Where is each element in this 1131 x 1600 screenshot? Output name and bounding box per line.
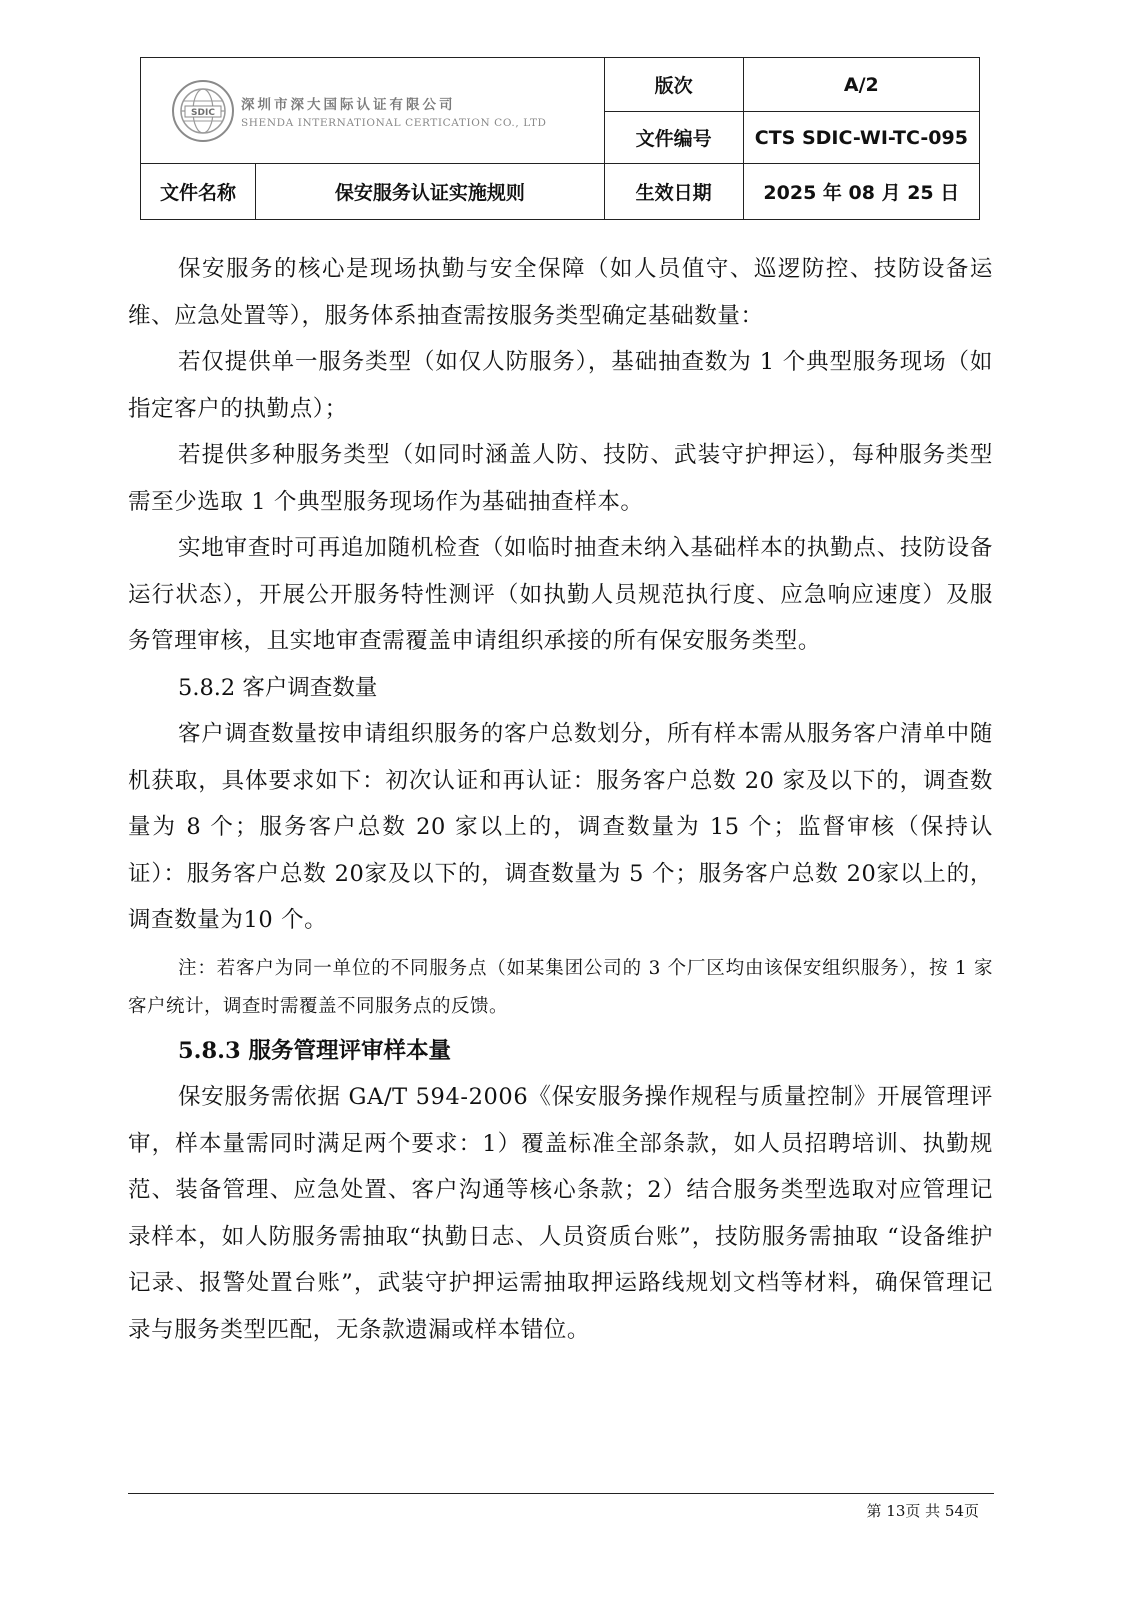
paragraph-customer-survey: 客户调查数量按申请组织服务的客户总数划分，所有样本需从服务客户清单中随机获取，具体要求如下：初次认证和再认证：服务客户总数 20 家及以下的，调查数量为 8 个；服务客户总数 20 家以上的，调查数量为 15 个；监督审核（保持认证）：服务客户总数 20家及以下的，调查数量为 5 个；服务客户总数 20家以上的，调查数量为10 个。 [128, 721, 993, 933]
paragraph-onsite-review: 实地审查时可再追加随机检查（如临时抽查未纳入基础样本的执勤点、技防设备运行状态），开展公开服务特性测评（如执勤人员规范执行度、应急响应速度）及服务管理审核，且实地审查需覆盖申请组织承接的所有保安服务类型。 [128, 535, 993, 654]
paragraph-core-of-service: 保安服务的核心是现场执勤与安全保障（如人员值守、巡逻防控、技防设备运维、应急处置等），服务体系抽查需按服务类型确定基础数量： [128, 256, 993, 329]
doc-no-value: CTS SDIC-WI-TC-095 [743, 112, 979, 164]
paragraph-single-service-type: 若仅提供单一服务类型（如仅人防服务），基础抽查数为 1 个典型服务现场（如指定客户的执勤点）； [128, 349, 993, 422]
company-logo-cell [141, 58, 605, 164]
company-name-cn: 深圳市深大国际认证有限公司 [241, 96, 456, 113]
footer-divider [128, 1493, 994, 1494]
effective-date-value: 2025 年 08 月 25 日 [743, 164, 979, 220]
paragraph-multiple-service-types: 若提供多种服务类型（如同时涵盖人防、技防、武装守护押运），每种服务类型需至少选取 1 个典型服务现场作为基础抽查样本。 [128, 442, 993, 515]
page-number: 第 13页 共 54页 [866, 1502, 979, 1520]
company-logo-icon [171, 79, 235, 143]
document-body [128, 246, 993, 1353]
doc-no-label: 文件编号 [604, 112, 743, 164]
doc-name-label: 文件名称 [141, 164, 256, 220]
company-name-en: SHENDA INTERNATIONAL CERTICATION CO., LTD [241, 116, 547, 129]
doc-name-value: 保安服务认证实施规则 [256, 164, 605, 220]
document-header-table [140, 57, 980, 220]
effective-date-label: 生效日期 [604, 164, 743, 220]
paragraph-management-review: 保安服务需依据 GA/T 594-2006《保安服务操作规程与质量控制》开展管理评审，样本量需同时满足两个要求：1）覆盖标准全部条款，如人员招聘培训、执勤规范、装备管理、应急处置、客户沟通等核心条款；2）结合服务类型选取对应管理记录样本，如人防服务需抽取“执勤日志、人员资质台账”，技防服务需抽取 “设备维护记录、报警处置台账”，武装守护押运需抽取押运路线规划文档等材料，确保管理记录与服务类型匹配，无条款遗漏或样本错位。 [128, 1084, 993, 1343]
version-label: 版次 [604, 58, 743, 112]
version-value: A/2 [743, 58, 979, 112]
section-heading-5-8-3: 5.8.3 服务管理评审样本量 [178, 1037, 451, 1064]
note-paragraph: 注：若客户为同一单位的不同服务点（如某集团公司的 3 个厂区均由该保安组织服务），按 1 家客户统计，调查时需覆盖不同服务点的反馈。 [128, 957, 993, 1017]
section-heading-5-8-2: 5.8.2 客户调查数量 [178, 674, 378, 701]
logo-text: SDIC [191, 107, 215, 118]
